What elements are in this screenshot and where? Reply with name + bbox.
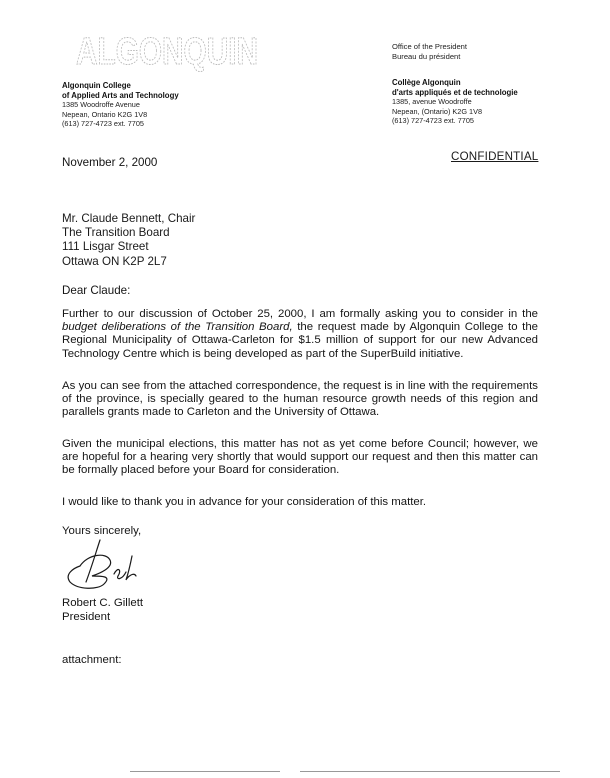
recipient-line-4: Ottawa ON K2P 2L7 — [62, 254, 167, 268]
paragraph-4: I would like to thank you in advance for your consideration of this matter. — [62, 496, 427, 508]
algonquin-logo — [74, 27, 262, 71]
college-name-fr: Collège Algonquin — [392, 78, 461, 87]
paragraph-1 — [62, 308, 538, 361]
handwritten-signature — [62, 536, 172, 596]
phone-number: (613) 727-4723 ext. 7705 — [62, 119, 144, 129]
phone-number-fr: (613) 727-4723 ext. 7705 — [392, 116, 474, 126]
college-address-french — [392, 78, 518, 126]
svg-text:ALGONQUIN: ALGONQUIN — [76, 31, 258, 73]
confidential-label: CONFIDENTIAL — [451, 150, 539, 163]
paragraph-1-part-2: the request made by Algonquin College to the Regional Municipality of Ottawa-Carleton for $1.5 million of support for our new Advanced Technology Centre which is being developed as part of the SuperBuild initiative. — [62, 321, 538, 360]
street-address-fr: 1385, avenue Woodroffe — [392, 97, 472, 107]
paragraph-1-italic: budget deliberations of the Transition Board, — [62, 321, 293, 334]
city-postal-fr: Nepean, (Ontario) K2G 1V8 — [392, 106, 483, 116]
college-name: Algonquin College — [62, 81, 131, 90]
footer-scan-line-left — [130, 771, 280, 772]
office-of-president — [392, 42, 467, 62]
college-subtitle: of Applied Arts and Technology — [62, 90, 179, 100]
college-address-english — [62, 81, 179, 129]
footer-scan-line-right — [300, 771, 560, 772]
signer-title: President — [62, 611, 111, 623]
recipient-line-3: 111 Lisgar Street — [62, 240, 149, 254]
letter-date: November 2, 2000 — [62, 156, 158, 169]
office-french: Bureau du président — [392, 51, 461, 61]
attachment-label: attachment: — [62, 654, 122, 666]
closing: Yours sincerely, — [62, 525, 142, 537]
paragraph-1-part-1: Further to our discussion of October 25, 2000, I am formally asking you to consider in the — [62, 308, 538, 320]
office-english: Office of the President — [392, 42, 467, 51]
recipient-address — [62, 212, 195, 269]
signer-name: Robert C. Gillett — [62, 597, 144, 609]
recipient-line-1: Mr. Claude Bennett, Chair — [62, 212, 196, 225]
recipient-line-2: The Transition Board — [62, 226, 170, 240]
paragraph-3: Given the municipal elections, this matter has not as yet come before Council; however, we are hopeful for a hearing very shortly that would support our request and then this matter can be formally placed before your Board for consideration. — [62, 438, 538, 477]
street-address: 1385 Woodroffe Avenue — [62, 100, 140, 110]
paragraph-2: As you can see from the attached correspondence, the request is in line with the requirements of the province, is specially geared to the human resource growth needs of this region and parallels grants made to Carleton and the University of Ottawa. — [62, 380, 538, 419]
city-postal: Nepean, Ontario K2G 1V8 — [62, 109, 148, 119]
college-subtitle-fr: d'arts appliqués et de technologie — [392, 87, 518, 97]
salutation: Dear Claude: — [62, 284, 131, 297]
